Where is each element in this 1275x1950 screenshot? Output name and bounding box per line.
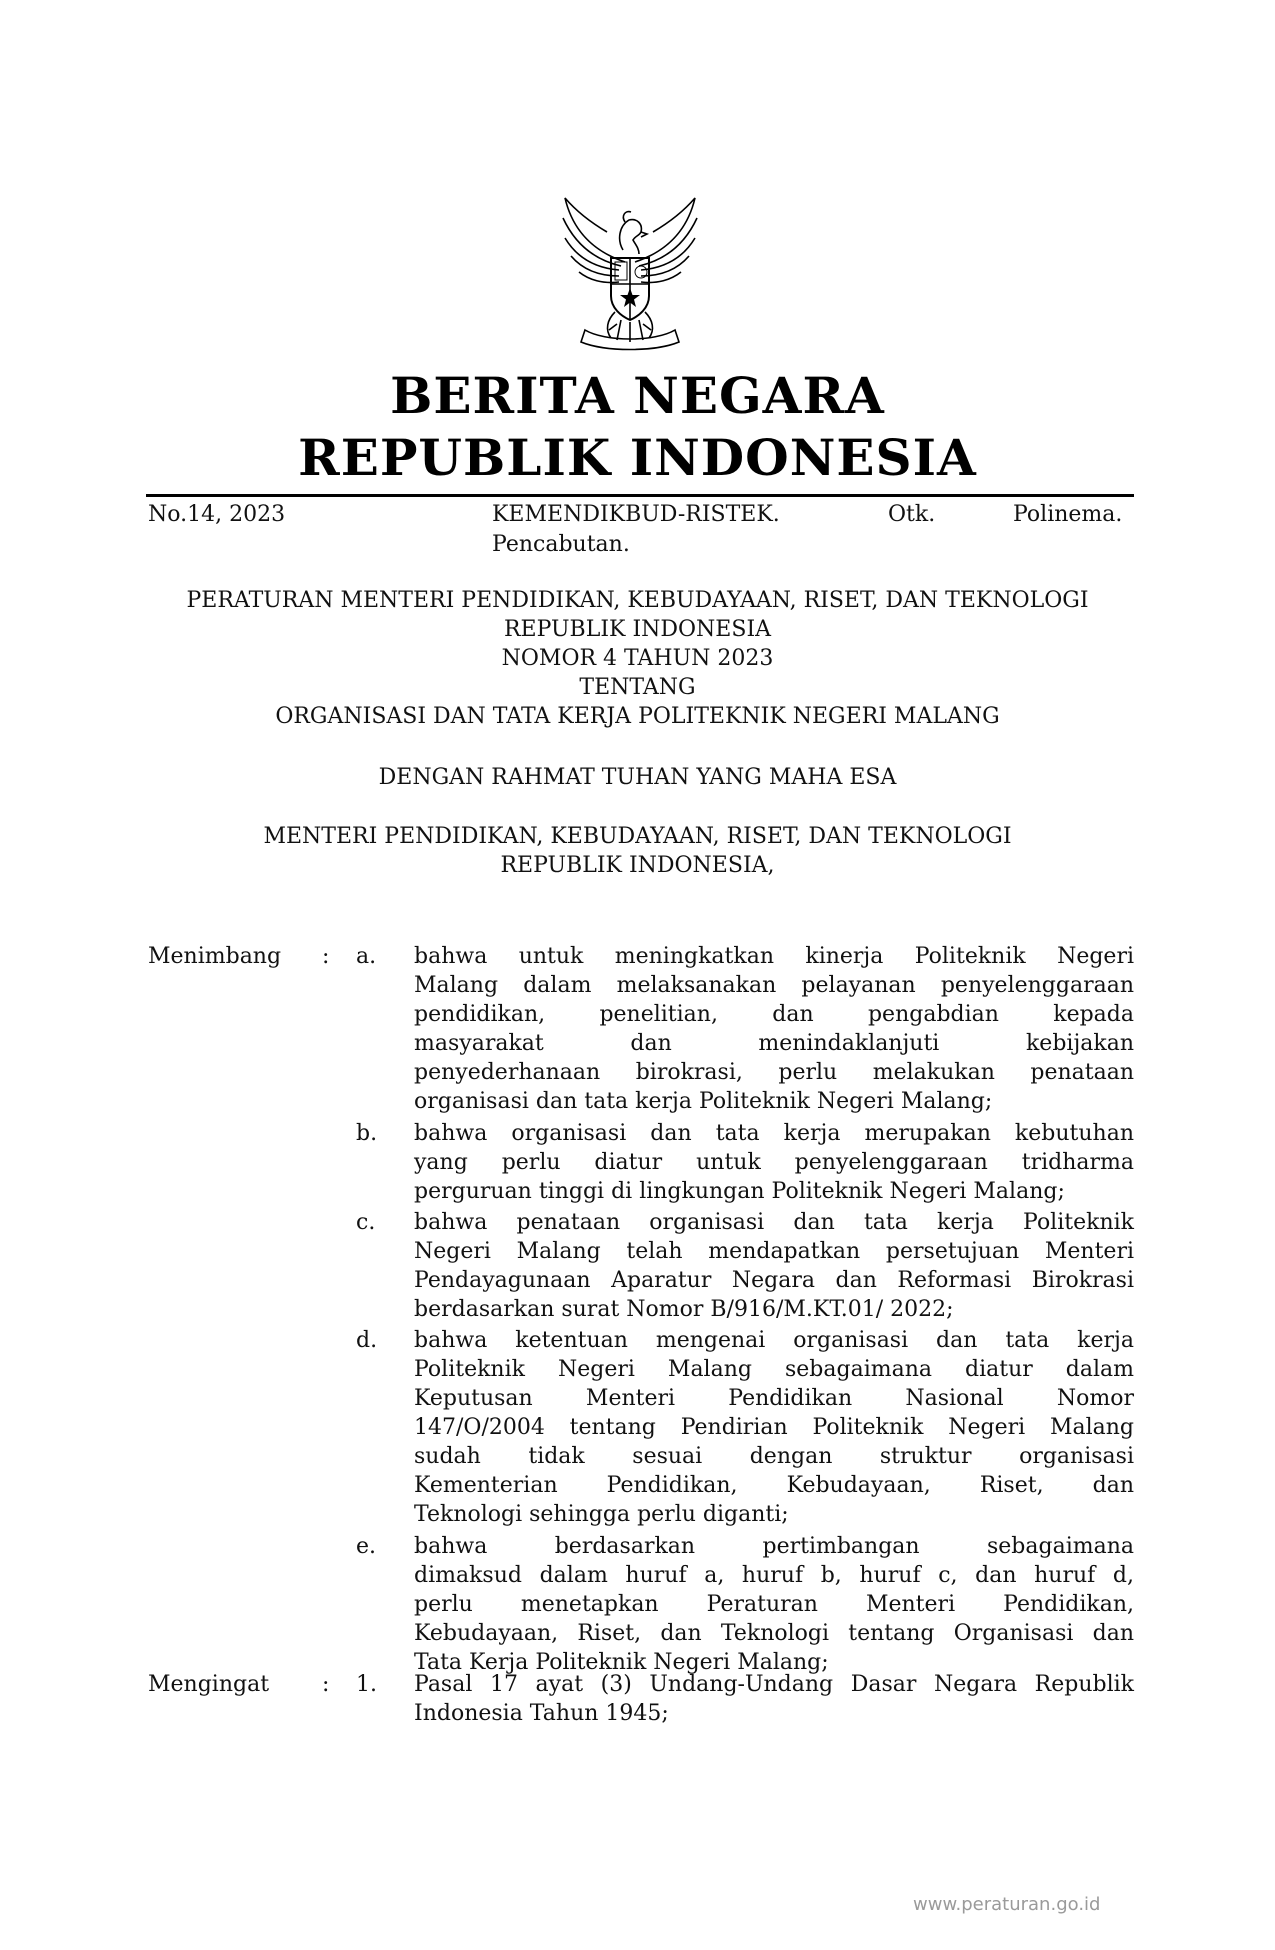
mengingat-item-marker: 1. [356, 1672, 377, 1697]
mengingat-colon: : [322, 1672, 330, 1697]
gazette-number: No.14, 2023 [148, 502, 286, 527]
minister-title-line: REPUBLIK INDONESIA, [500, 853, 775, 878]
regulation-tentang: TENTANG [579, 675, 696, 700]
menimbang-item-line: perlu menetapkan Peraturan Menteri Pendidikan, [414, 1592, 1134, 1617]
menimbang-item-line: Teknologi sehingga perlu diganti; [414, 1501, 789, 1527]
menimbang-item-marker: a. [356, 944, 377, 969]
menimbang-item-line: Kementerian Pendidikan, Kebudayaan, Riset, dan [414, 1472, 1134, 1498]
minister-title-line: MENTERI PENDIDIKAN, KEBUDAYAAN, RISET, DAN TEKNOLOGI [263, 824, 1012, 849]
menimbang-item-marker: d. [356, 1327, 378, 1353]
menimbang-item-line: Malang dalam melaksanakan pelayanan penyelenggaraan [414, 973, 1134, 998]
menimbang-item-line: Pendayagunaan Aparatur Negara dan Reformasi Birokrasi [414, 1267, 1134, 1293]
source-url: www.peraturan.go.id [913, 1894, 1101, 1915]
menimbang-item-line: dimaksud dalam huruf a, huruf b, huruf c, dan huruf d, [414, 1563, 1134, 1588]
mengingat-item-text [414, 1670, 1134, 1728]
mengingat-item-line: Pasal 17 ayat (3) Undang-Undang Dasar Negara Republik [414, 1672, 1134, 1697]
menimbang-item-line: sudah tidak sesuai dengan struktur organisasi [414, 1443, 1134, 1469]
mengingat-item-line: Indonesia Tahun 1945; [414, 1701, 669, 1726]
regulation-number: NOMOR 4 TAHUN 2023 [501, 646, 774, 671]
menimbang-item-line: penyederhanaan birokrasi, perlu melakukan penataan [414, 1060, 1134, 1085]
menimbang-item-line: bahwa penataan organisasi dan tata kerja Politeknik [414, 1209, 1134, 1235]
regulation-title-line: PERATURAN MENTERI PENDIDIKAN, KEBUDAYAAN, RISET, DAN TEKNOLOGI [186, 588, 1089, 613]
gazette-otk: Otk. [888, 502, 936, 527]
menimbang-item-marker: b. [356, 1121, 378, 1146]
gazette-institution: Polinema. [1013, 502, 1123, 527]
menimbang-item-line: berdasarkan surat Nomor B/916/M.KT.01/ 2022; [414, 1296, 954, 1322]
menimbang-item-text [414, 942, 1134, 1116]
garuda-emblem-icon [555, 192, 705, 354]
menimbang-item-line: bahwa organisasi dan tata kerja merupakan kebutuhan [414, 1121, 1134, 1146]
menimbang-item-line: Kebudayaan, Riset, dan Teknologi tentang Organisasi dan [414, 1621, 1134, 1646]
menimbang-item-marker: e. [356, 1534, 377, 1559]
menimbang-item-line: Politeknik Negeri Malang sebagaimana diatur dalam [414, 1356, 1134, 1382]
menimbang-item-text [414, 1532, 1134, 1677]
masthead-title: BERITA NEGARA [390, 366, 885, 425]
menimbang-item-line: bahwa berdasarkan pertimbangan sebagaimana [414, 1534, 1134, 1559]
menimbang-item-line: bahwa untuk meningkatkan kinerja Politeknik Negeri [414, 944, 1134, 969]
menimbang-colon: : [322, 944, 330, 969]
menimbang-item-marker: c. [356, 1209, 376, 1235]
gazette-subject: Pencabutan. [492, 532, 630, 557]
regulation-title-line: REPUBLIK INDONESIA [503, 617, 772, 642]
mengingat-label: Mengingat [148, 1672, 270, 1697]
preamble: DENGAN RAHMAT TUHAN YANG MAHA ESA [378, 765, 897, 790]
gazette-agency: KEMENDIKBUD-RISTEK. [492, 502, 780, 527]
menimbang-item-line: Negeri Malang telah mendapatkan persetujuan Menteri [414, 1238, 1134, 1264]
masthead-divider [146, 494, 1134, 497]
regulation-subject: ORGANISASI DAN TATA KERJA POLITEKNIK NEGERI MALANG [275, 704, 1000, 729]
menimbang-item-line: yang perlu diatur untuk penyelenggaraan tridharma [414, 1150, 1134, 1175]
menimbang-item-line: bahwa ketentuan mengenai organisasi dan tata kerja [414, 1327, 1134, 1353]
menimbang-item-text [414, 1119, 1134, 1206]
masthead-subtitle: REPUBLIK INDONESIA [298, 428, 977, 487]
menimbang-item-line: Tata Kerja Politeknik Negeri Malang; [414, 1650, 829, 1675]
menimbang-item-line: 147/O/2004 tentang Pendirian Politeknik Negeri Malang [414, 1414, 1134, 1440]
menimbang-item-text [414, 1208, 1134, 1324]
menimbang-item-line: organisasi dan tata kerja Politeknik Negeri Malang; [414, 1089, 993, 1114]
menimbang-item-line: perguruan tinggi di lingkungan Politeknik Negeri Malang; [414, 1179, 1065, 1204]
menimbang-item-text [414, 1326, 1134, 1529]
menimbang-label: Menimbang [148, 944, 282, 969]
menimbang-item-line: Keputusan Menteri Pendidikan Nasional Nomor [414, 1385, 1134, 1411]
menimbang-item-line: pendidikan, penelitian, dan pengabdian kepada [414, 1002, 1134, 1027]
menimbang-item-line: masyarakat dan menindaklanjuti kebijakan [414, 1031, 1134, 1056]
